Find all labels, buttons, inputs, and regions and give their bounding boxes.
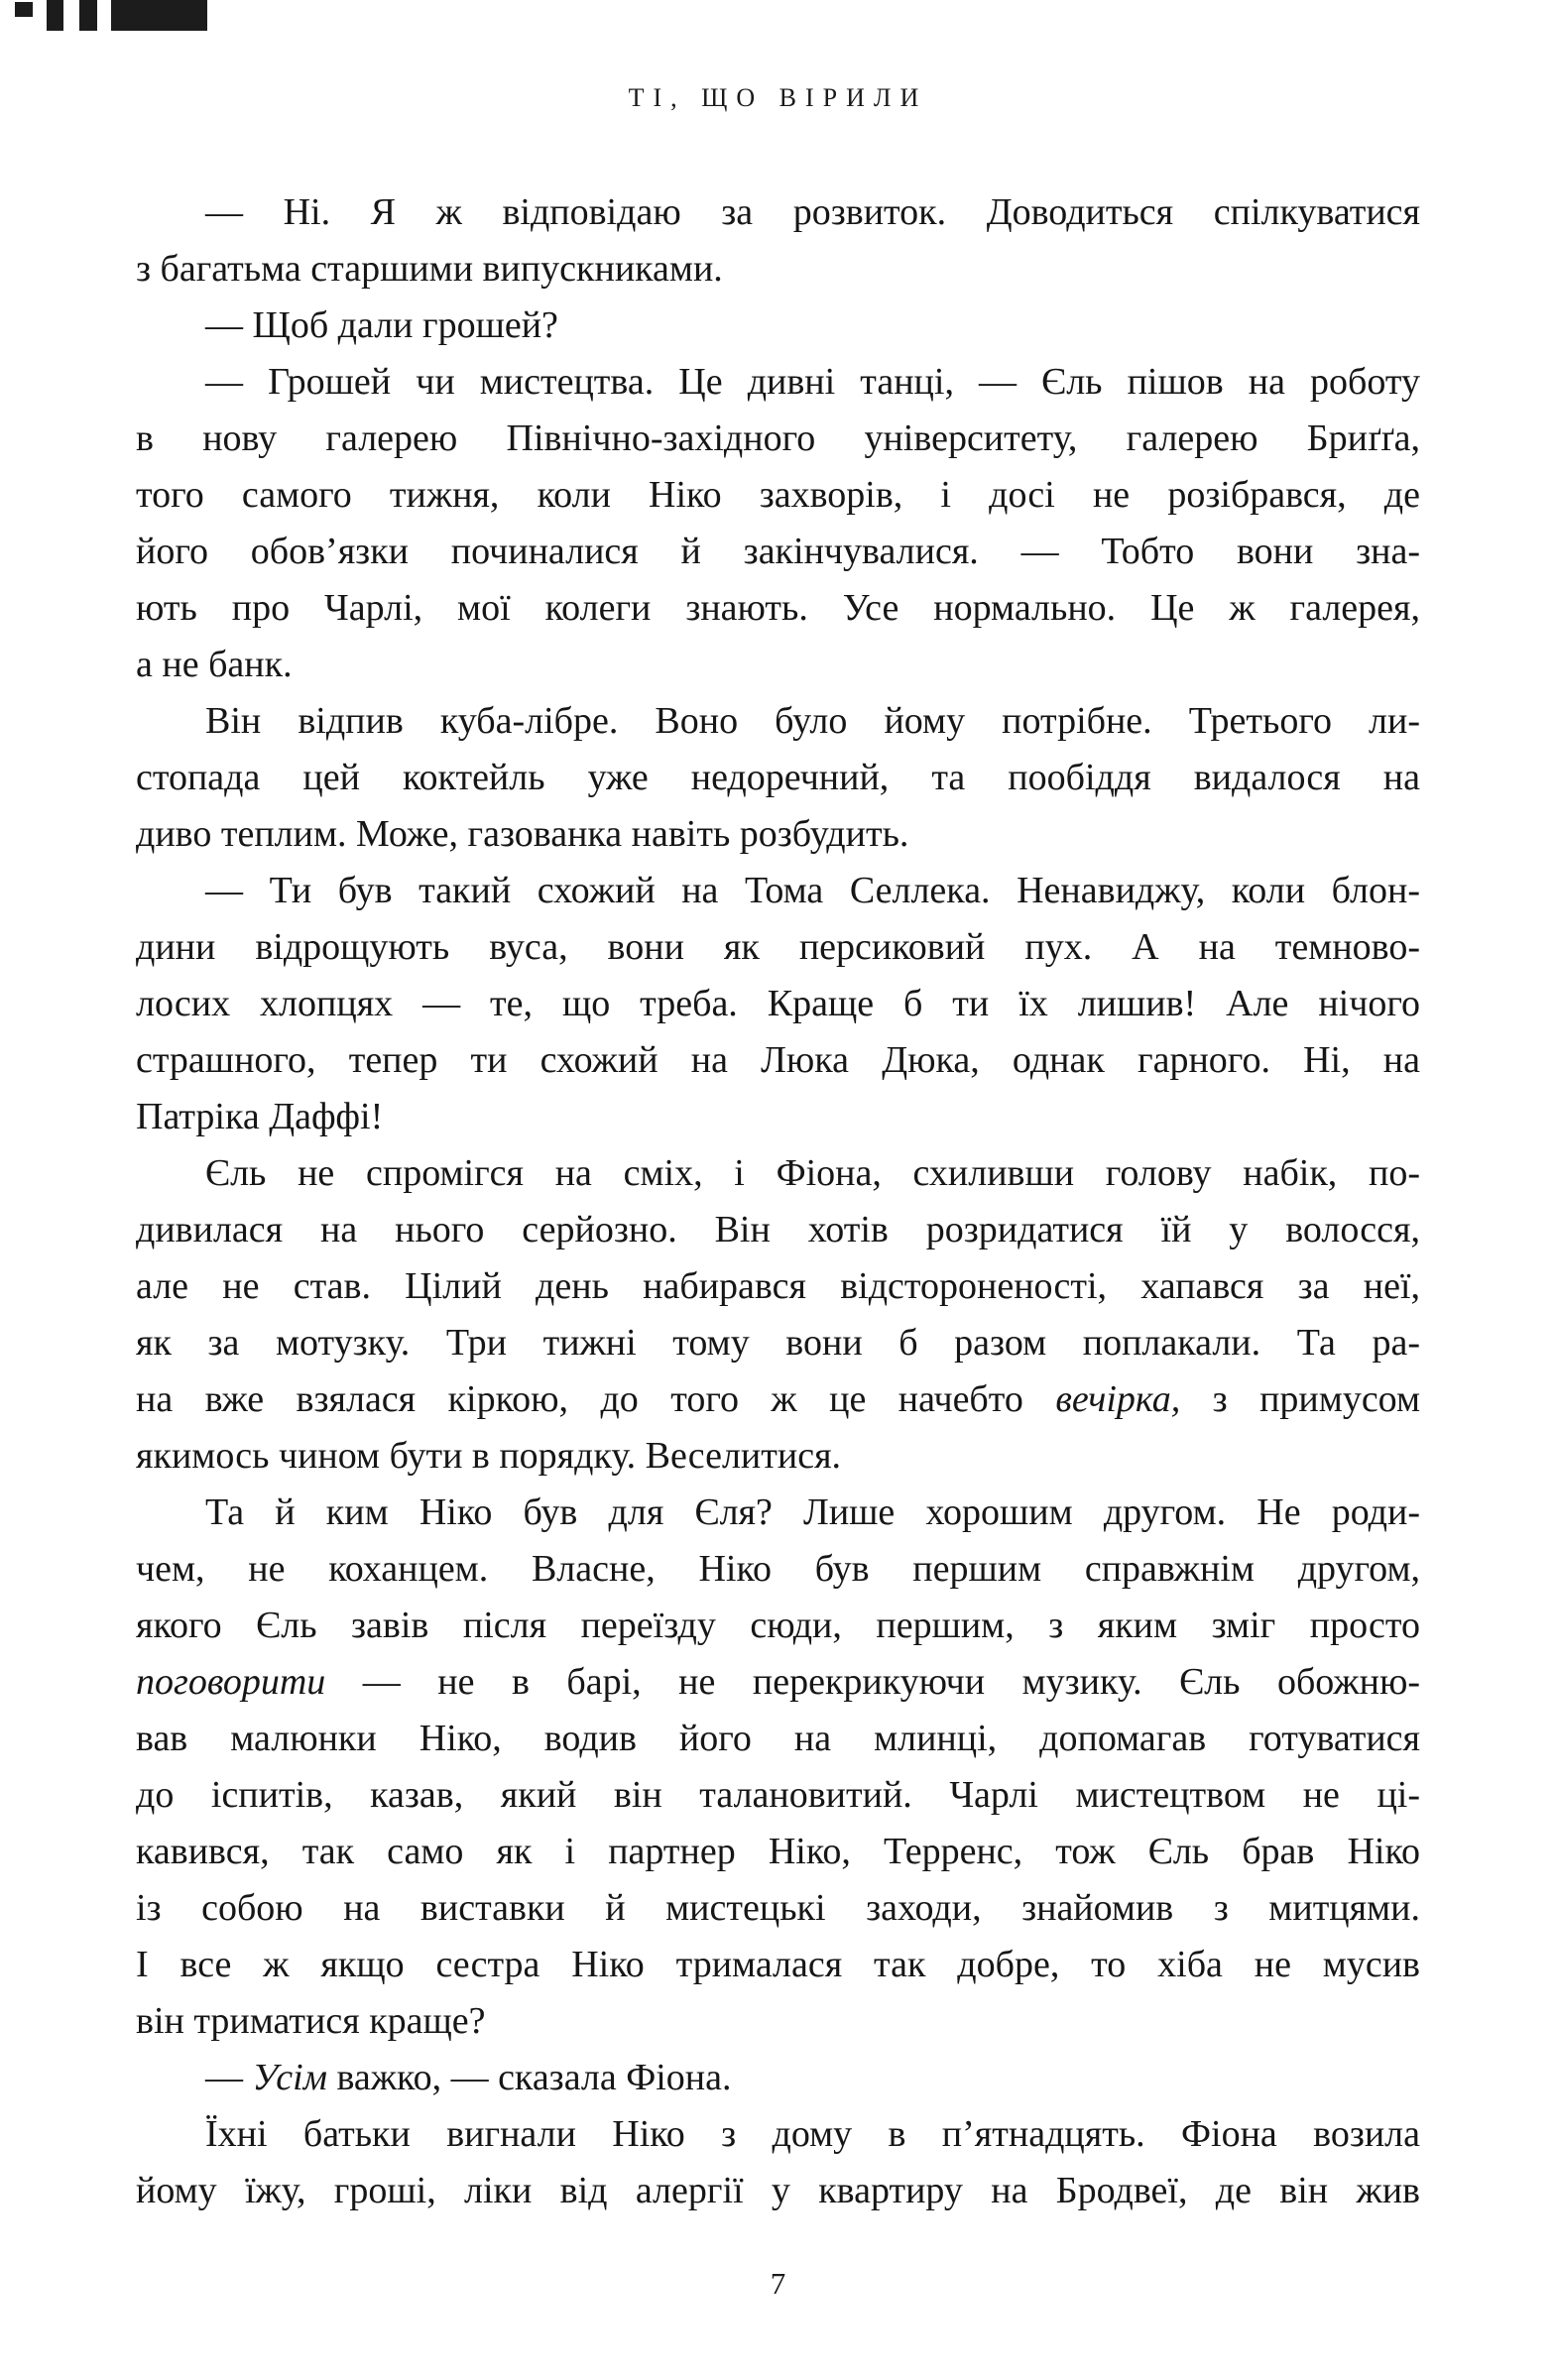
- text-segment: диво теплим. Може, газованка навіть розбудить.: [136, 813, 909, 855]
- text-line: [136, 863, 1420, 919]
- text-line: [136, 580, 1420, 637]
- text-line: [136, 1485, 1420, 1541]
- text-segment: того самого тижня, коли Ніко захворів, і досі не розібрався, де: [136, 474, 1420, 516]
- scan-artifact-mark: [79, 0, 97, 31]
- text-segment: йому їжу, гроші, ліки від алергії у квартиру на Бродвеї, де він жив: [136, 2170, 1420, 2211]
- paragraph: [136, 1485, 1420, 2050]
- text-line: [136, 524, 1420, 580]
- text-segment: — Ні. Я ж відповідаю за розвиток. Доводиться спілкуватися: [205, 191, 1420, 233]
- text-segment: чем, не коханцем. Власне, Ніко був першим справжнім другом,: [136, 1548, 1420, 1590]
- text-segment: стопада цей коктейль уже недоречний, та пообіддя видалося на: [136, 757, 1420, 798]
- text-segment: з багатьма старшими випускниками.: [136, 248, 723, 290]
- text-segment: до іспитів, казав, який він талановитий. Чарлі мистецтвом не ці-: [136, 1774, 1420, 1816]
- text-line: [136, 976, 1420, 1032]
- text-segment: І все ж якщо сестра Ніко трималася так добре, то хіба не мусив: [136, 1944, 1420, 1985]
- text-line: [136, 919, 1420, 976]
- text-line: [136, 411, 1420, 467]
- text-segment: він триматися краще?: [136, 2000, 486, 2042]
- text-segment: але не став. Цілий день набирався відстороненості, хапався за неї,: [136, 1265, 1420, 1307]
- text-line: [136, 1258, 1420, 1315]
- text-line: [136, 2106, 1420, 2163]
- text-line: [136, 1541, 1420, 1598]
- text-line: [136, 354, 1420, 411]
- text-segment: Єль не спромігся на сміх, і Фіона, схиливши голову набік, по-: [205, 1152, 1420, 1194]
- paragraph: [136, 863, 1420, 1145]
- text-segment: на вже взялася кіркою, до того ж це начебто: [136, 1378, 1056, 1420]
- text-segment: якого Єль завів після переїзду сюди, першим, з яким зміг просто: [136, 1605, 1420, 1646]
- text-segment: Патріка Даффі!: [136, 1096, 384, 1137]
- text-segment: дивилася на нього серйозно. Він хотів розридатися їй у волосся,: [136, 1209, 1420, 1250]
- text-line: [136, 1824, 1420, 1880]
- text-segment: — Грошей чи мистецтва. Це дивні танці, — Єль пішов на роботу: [205, 361, 1420, 403]
- text-line: [136, 241, 1420, 298]
- text-segment: Та й ким Ніко був для Єля? Лише хорошим другом. Не роди-: [205, 1491, 1420, 1533]
- text-line: [136, 1032, 1420, 1089]
- text-line: [136, 184, 1420, 241]
- text-segment: як за мотузку. Три тижні тому вони б разом поплакали. Та ра-: [136, 1322, 1420, 1364]
- text-line: [136, 1654, 1420, 1711]
- text-line: [136, 1371, 1420, 1428]
- paragraph: [136, 298, 1420, 354]
- page-number: 7: [770, 2266, 786, 2301]
- text-segment: в нову галерею Північно-західного університету, галерею Бриґґа,: [136, 417, 1420, 459]
- scan-artifact-mark: [111, 0, 207, 31]
- text-segment: а не банк.: [136, 644, 293, 685]
- text-line: [136, 298, 1420, 354]
- text-line: [136, 1315, 1420, 1371]
- text-segment: Їхні батьки вигнали Ніко з дому в п’ятнадцять. Фіона возила: [205, 2113, 1420, 2155]
- text-line: [136, 637, 1420, 693]
- text-segment: ють про Чарлі, мої колеги знають. Усе нормально. Це ж галерея,: [136, 587, 1420, 629]
- text-segment: якимось чином бути в порядку. Веселитися.: [136, 1435, 842, 1477]
- text-line: [136, 2163, 1420, 2219]
- paragraph: [136, 2050, 1420, 2106]
- page-body: [136, 184, 1420, 2219]
- italic-text: Усім: [252, 2057, 327, 2098]
- text-line: [136, 693, 1420, 750]
- paragraph: [136, 693, 1420, 863]
- text-segment: — Щоб дали грошей?: [205, 304, 558, 346]
- text-segment: лосих хлопцях — те, що треба. Краще б ти їх лишив! Але нічого: [136, 983, 1420, 1024]
- text-line: [136, 806, 1420, 863]
- text-line: [136, 1202, 1420, 1258]
- text-line: [136, 1880, 1420, 1937]
- scan-artifact-mark: [47, 0, 63, 31]
- running-head: ТІ, ЩО ВІРИЛИ: [628, 83, 928, 112]
- text-segment: із собою на виставки й мистецькі заходи, знайомив з митцями.: [136, 1887, 1420, 1929]
- text-line: [136, 1428, 1420, 1485]
- paragraph: [136, 354, 1420, 693]
- paragraph: [136, 184, 1420, 298]
- text-segment: —: [205, 2057, 253, 2098]
- text-line: [136, 1937, 1420, 1993]
- text-line: [136, 1598, 1420, 1654]
- text-segment: вав малюнки Ніко, водив його на млинці, допомагав готуватися: [136, 1718, 1420, 1759]
- text-line: [136, 1993, 1420, 2050]
- text-segment: важко, — сказала Фіона.: [326, 2057, 732, 2098]
- text-line: [136, 467, 1420, 524]
- text-line: [136, 2050, 1420, 2106]
- scan-artifact-mark: [15, 2, 33, 17]
- italic-text: вечірка,: [1055, 1378, 1181, 1420]
- text-segment: його обов’язки починалися й закінчувалися. — Тобто вони зна-: [136, 531, 1420, 572]
- text-segment: кавився, так само як і партнер Ніко, Терренс, тож Єль брав Ніко: [136, 1831, 1420, 1872]
- text-line: [136, 1089, 1420, 1145]
- paragraph: [136, 1145, 1420, 1485]
- paragraph: [136, 2106, 1420, 2219]
- text-segment: — не в барі, не перекрикуючи музику. Єль обожню-: [325, 1661, 1420, 1703]
- text-segment: — Ти був такий схожий на Тома Селлека. Ненавиджу, коли блон-: [205, 870, 1420, 911]
- italic-text: поговорити: [136, 1661, 326, 1703]
- text-line: [136, 1145, 1420, 1202]
- text-segment: дини відрощують вуса, вони як персиковий пух. А на темново-: [136, 926, 1420, 968]
- text-segment: страшного, тепер ти схожий на Люка Дюка, однак гарного. Ні, на: [136, 1039, 1420, 1081]
- text-line: [136, 750, 1420, 806]
- text-line: [136, 1767, 1420, 1824]
- text-line: [136, 1711, 1420, 1767]
- text-segment: Він відпив куба-лібре. Воно було йому потрібне. Третього ли-: [205, 700, 1420, 742]
- text-segment: з примусом: [1180, 1378, 1421, 1420]
